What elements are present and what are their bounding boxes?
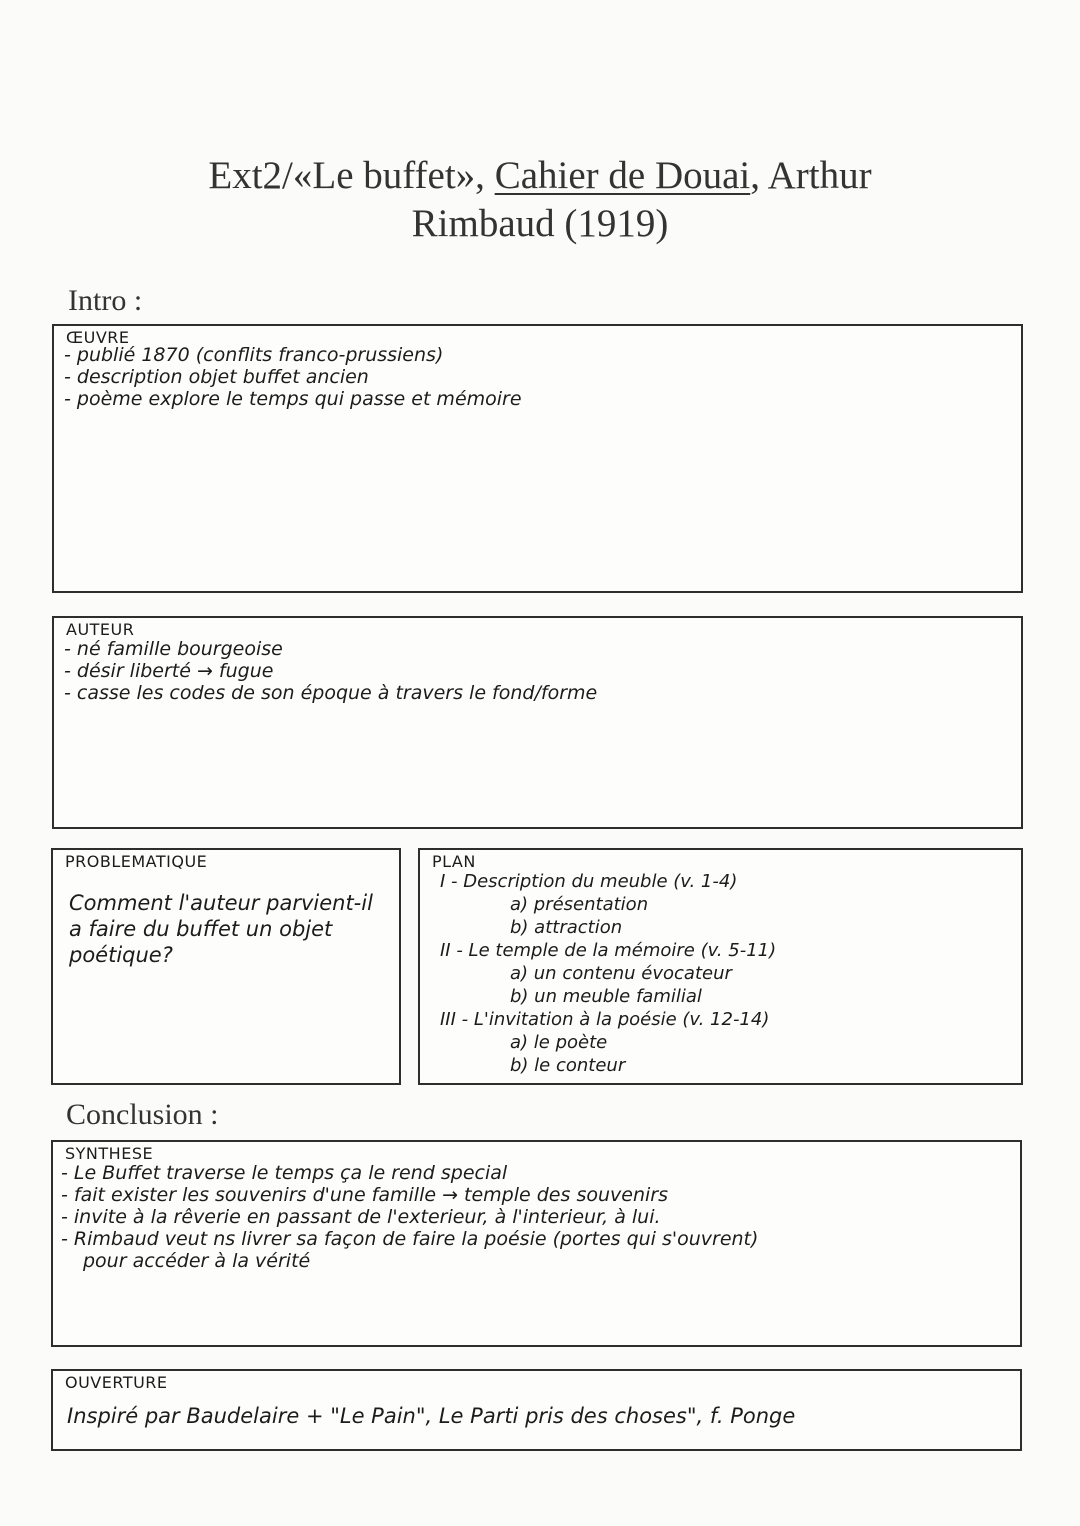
oeuvre-box xyxy=(52,324,1023,593)
synthese-heading: SYNTHESE xyxy=(65,1144,154,1163)
plan-sub-item: a) le poète xyxy=(510,1032,608,1053)
ouverture-text: Inspiré par Baudelaire + "Le Pain", Le Parti pris des choses", f. Ponge xyxy=(67,1404,796,1428)
plan-list xyxy=(440,870,1013,1077)
plan-heading: PLAN xyxy=(432,852,476,871)
title-suffix: , Arthur xyxy=(750,154,872,197)
title-prefix: Ext2/«Le buffet», xyxy=(208,154,495,197)
plan-sub-item: b) attraction xyxy=(510,917,623,938)
ouverture-heading: OUVERTURE xyxy=(65,1373,168,1392)
oeuvre-item: - publié 1870 (conflits franco-prussiens) xyxy=(64,344,444,366)
auteur-item: - désir liberté → fugue xyxy=(64,660,274,682)
problematique-heading: PROBLEMATIQUE xyxy=(65,852,208,871)
synthese-item: pour accéder à la vérité xyxy=(83,1250,311,1272)
plan-sub-item: a) un contenu évocateur xyxy=(510,963,732,984)
auteur-heading: AUTEUR xyxy=(66,620,135,639)
problematique-text: Comment l'auteur parvient-il a faire du buffet un objet poétique? xyxy=(69,891,373,967)
plan-sub-item: b) le conteur xyxy=(510,1055,626,1076)
plan-part-2: II - Le temple de la mémoire (v. 5-11) xyxy=(440,940,777,961)
synthese-item: - fait exister les souvenirs d'une famille → temple des souvenirs xyxy=(61,1184,668,1206)
ouverture-box xyxy=(51,1369,1022,1451)
oeuvre-item: - poème explore le temps qui passe et mémoire xyxy=(64,388,522,410)
plan-box xyxy=(418,848,1023,1085)
plan-part-1: I - Description du meuble (v. 1-4) xyxy=(440,871,738,892)
title-work: Cahier de Douai xyxy=(494,154,751,197)
plan-part-3: III - L'invitation à la poésie (v. 12-14) xyxy=(440,1009,770,1030)
synthese-item: - Le Buffet traverse le temps ça le rend special xyxy=(61,1162,508,1184)
synthese-list xyxy=(61,1162,1012,1272)
oeuvre-item: - description objet buffet ancien xyxy=(64,366,369,388)
conclusion-label: Conclusion : xyxy=(66,1098,219,1131)
intro-label: Intro : xyxy=(68,284,143,317)
problematique-box xyxy=(51,848,401,1085)
auteur-list xyxy=(64,638,1013,704)
title-line2: Rimbaud (1919) xyxy=(411,202,669,245)
page-title xyxy=(140,152,940,248)
auteur-box xyxy=(52,616,1023,829)
auteur-item: - né famille bourgeoise xyxy=(64,638,283,660)
oeuvre-list xyxy=(64,344,1013,410)
oeuvre-heading: ŒUVRE xyxy=(66,328,130,347)
synthese-item: - invite à la rêverie en passant de l'exterieur, à l'interieur, à lui. xyxy=(61,1206,661,1228)
auteur-item: - casse les codes de son époque à travers le fond/forme xyxy=(64,682,598,704)
synthese-item: - Rimbaud veut ns livrer sa façon de faire la poésie (portes qui s'ouvrent) xyxy=(61,1228,759,1250)
plan-sub-item: b) un meuble familial xyxy=(510,986,702,1007)
plan-sub-item: a) présentation xyxy=(510,894,649,915)
synthese-box xyxy=(51,1140,1022,1347)
